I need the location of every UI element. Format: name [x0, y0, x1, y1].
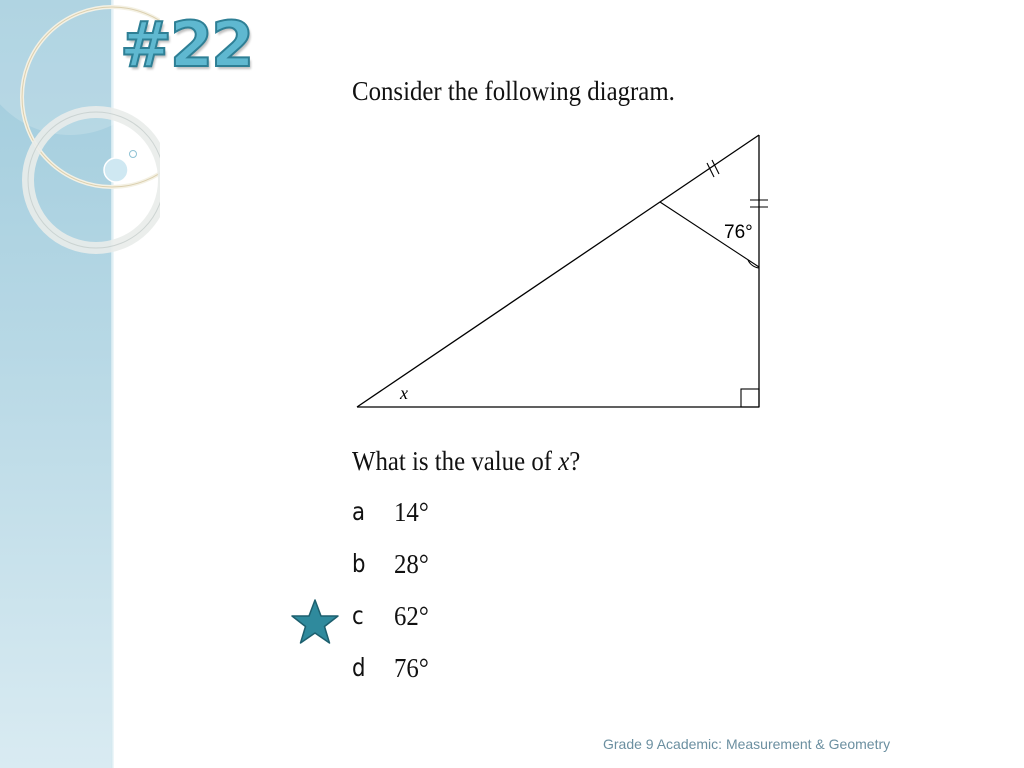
- option-value: 28°: [394, 549, 429, 579]
- footer-course-title: Grade 9 Academic: Measurement & Geometry: [603, 736, 891, 752]
- question-variable: x: [558, 446, 570, 476]
- variable-label: x: [400, 383, 408, 403]
- angle-label: 76°: [724, 222, 753, 243]
- question-text: [352, 446, 580, 477]
- option-letter: d: [352, 653, 366, 682]
- option-letter: c: [352, 601, 364, 630]
- question-prompt: Consider the following diagram.: [352, 76, 675, 106]
- question-mark: ?: [569, 446, 581, 476]
- option-value: 14°: [394, 497, 429, 527]
- option-value: 76°: [394, 653, 429, 683]
- slide-number: #22: [120, 8, 253, 81]
- question-body: What is the value of: [352, 446, 559, 476]
- option-letter: b: [352, 549, 366, 578]
- option-value: 62°: [394, 601, 429, 631]
- option-letter: a: [352, 497, 366, 526]
- triangle-diagram: [350, 125, 780, 415]
- triangle-outline: [357, 135, 759, 407]
- star-icon: [290, 598, 340, 646]
- right-angle-mark: [741, 389, 759, 407]
